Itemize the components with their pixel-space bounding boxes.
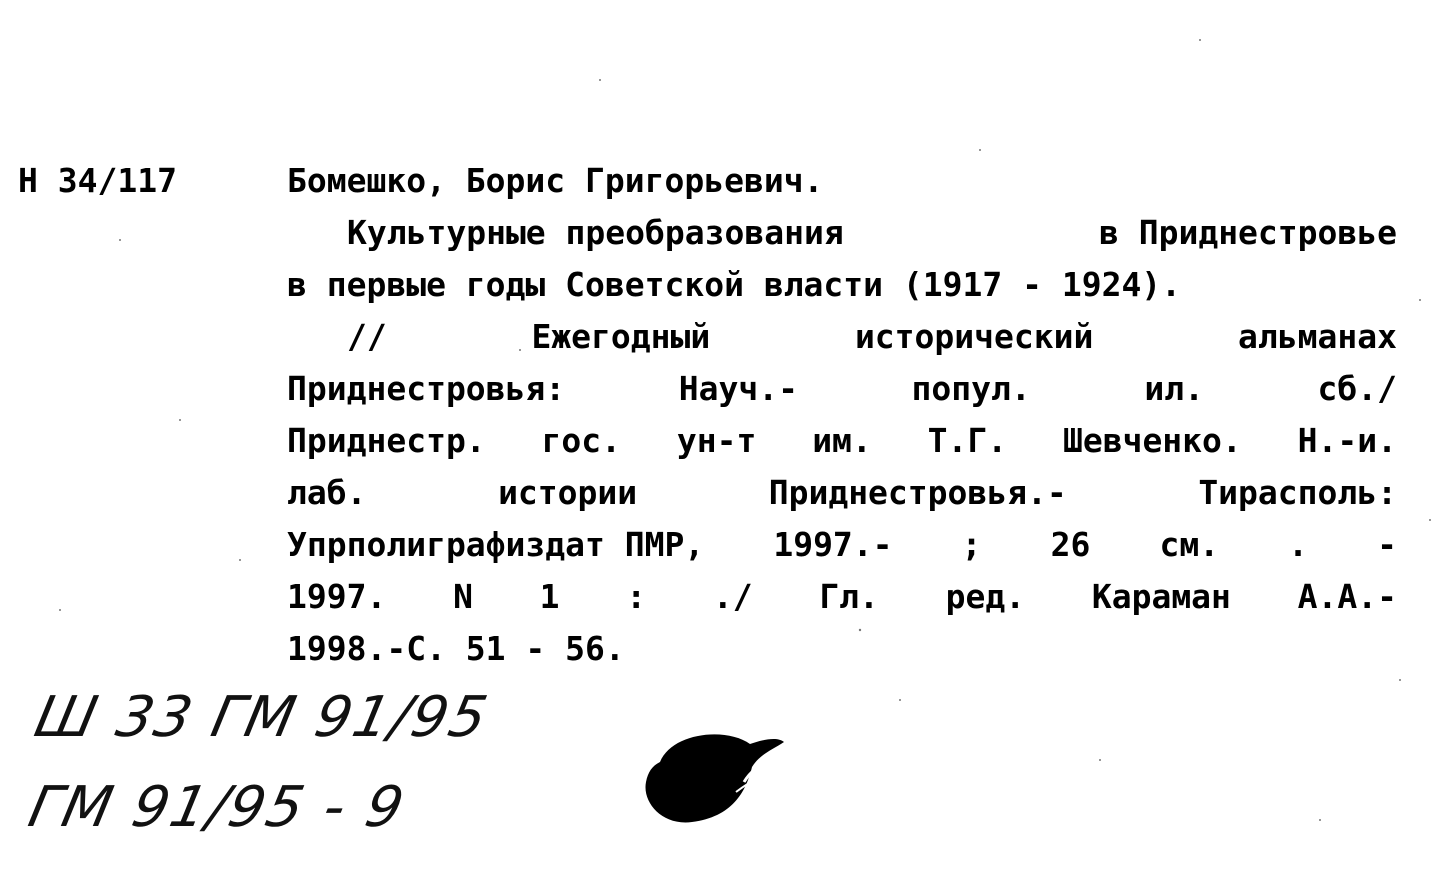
entry-word: 26 (1050, 525, 1091, 564)
entry-word: Шевченко. (1062, 421, 1242, 460)
entry-word: сб./ (1317, 369, 1397, 408)
entry-word: // (347, 317, 387, 356)
entry-word: ./ (712, 577, 753, 616)
entry-word: истории (498, 473, 638, 512)
entry-word: Культурные преобразования (347, 213, 844, 252)
entry-word: Гл. (819, 577, 879, 616)
shelf-mark: Н 34/117 (18, 161, 177, 200)
entry-word: : (626, 577, 647, 616)
entry-word: Тирасполь: (1198, 473, 1397, 512)
entry-word: гос. (541, 421, 622, 460)
entry-word: Приднестровья: (287, 369, 566, 408)
handwritten-inventory-number-2: ГМ 91/95 - 9 (23, 775, 412, 840)
entry-word: см. (1159, 525, 1220, 564)
entry-word: им. (812, 421, 872, 460)
entry-word: 1997.- (773, 525, 893, 564)
entry-word: Упрполиграфиздат ПМР, (287, 525, 705, 564)
entry-word: - (1377, 525, 1397, 564)
entry-word: попул. (911, 369, 1031, 408)
entry-word: 1 (539, 577, 560, 616)
entry-word: в первые годы Советской власти (1917 - 1924). (287, 265, 1182, 304)
entry-word: Приднестровья.- (768, 473, 1067, 512)
entry-word: Науч.- (678, 369, 798, 408)
entry-word: ун-т (676, 421, 757, 460)
entry-word: 1998.-С. 51 - 56. (287, 629, 625, 668)
entry-word: альманах (1238, 317, 1397, 356)
entry-word: в Приднестровье (1098, 213, 1397, 252)
entry-word: Ежегодный (531, 317, 711, 356)
entry-word: Бомешко, Борис Григорьевич. (287, 161, 824, 200)
entry-word: N (453, 577, 473, 616)
entry-word: . (1288, 525, 1309, 564)
entry-word: 1997. (287, 577, 387, 616)
entry-word: исторический (854, 317, 1094, 356)
entry-word: ; (961, 525, 982, 564)
entry-word: Т.Г. (927, 421, 1008, 460)
entry-word: Приднестр. (287, 421, 486, 460)
entry-word: Караман (1091, 577, 1231, 616)
entry-word: ред. (945, 577, 1026, 616)
entry-word: лаб. (287, 473, 367, 512)
entry-word: ил. (1144, 369, 1204, 408)
entry-word: А.А.- (1297, 577, 1397, 616)
handwritten-inventory-number-1: Ш 33 ГМ 91/95 (29, 685, 495, 750)
entry-word: Н.-и. (1297, 421, 1397, 460)
